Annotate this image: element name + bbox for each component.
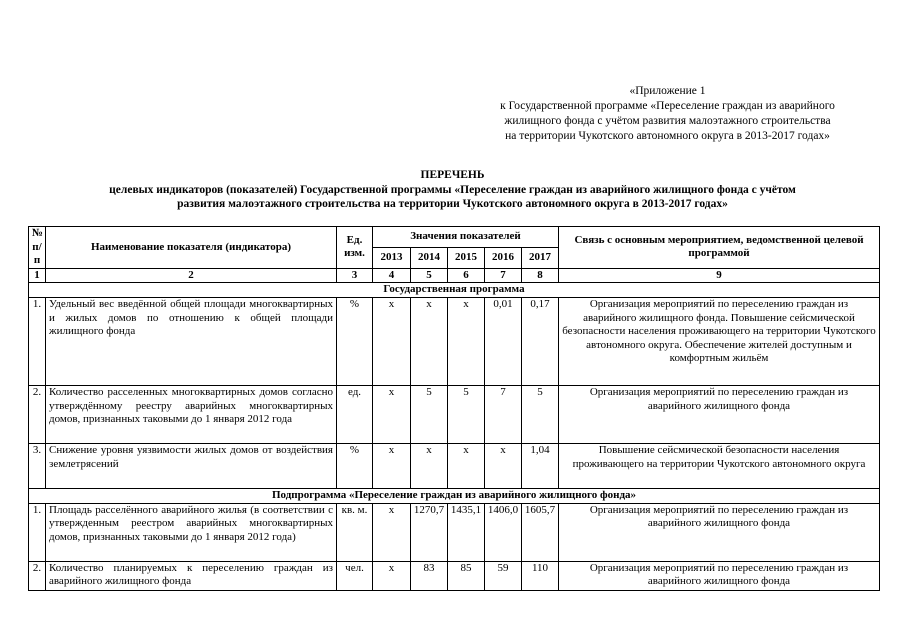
table-row — [29, 443, 880, 488]
column-number: 8 — [522, 268, 559, 283]
title-line: развития малоэтажного строительства на территории Чукотского автономного округа в 2013-2017 годах» — [177, 198, 728, 210]
column-number: 5 — [411, 268, 448, 283]
row-number: 2. — [29, 385, 46, 443]
link-cell: Повышение сейсмической безопасности населения проживающего на территории Чукотского автономного округа — [559, 443, 880, 488]
value-cell: 1435,1 — [448, 503, 485, 561]
value-cell: 1605,7 — [522, 503, 559, 561]
unit-cell: кв. м. — [337, 503, 373, 561]
column-number: 2 — [46, 268, 337, 283]
value-cell: х — [485, 443, 522, 488]
column-number: 3 — [337, 268, 373, 283]
value-cell: 5 — [411, 385, 448, 443]
value-cell: 5 — [448, 385, 485, 443]
value-cell: х — [373, 385, 411, 443]
value-cell: х — [373, 297, 411, 385]
annex-line: к Государственной программе «Переселение граждан из аварийного — [500, 100, 835, 112]
value-cell: х — [373, 561, 411, 590]
indicator-name: Количество планируемых к переселению граждан из аварийного жилищного фонда — [46, 561, 337, 590]
table-row — [29, 297, 880, 385]
annex-line: на территории Чукотского автономного округа в 2013-2017 годах» — [505, 130, 830, 142]
value-cell: 110 — [522, 561, 559, 590]
header-name: Наименование показателя (индикатора) — [46, 227, 337, 269]
column-number: 7 — [485, 268, 522, 283]
unit-cell: % — [337, 443, 373, 488]
value-cell: 59 — [485, 561, 522, 590]
annex-note — [470, 84, 865, 144]
link-cell: Организация мероприятий по переселению граждан из аварийного жилищного фонда — [559, 561, 880, 590]
link-cell: Организация мероприятий по переселению граждан из аварийного жилищного фонда — [559, 385, 880, 443]
indicator-name: Площадь расселённого аварийного жилья (в соответствии с утвержденным реестром аварийных многоквартирных домов, признанных таковыми до 1 января 2012 года) — [46, 503, 337, 561]
row-number: 1. — [29, 297, 46, 385]
section-title: Подпрограмма «Переселение граждан из аварийного жилищного фонда» — [29, 488, 880, 503]
row-number: 2. — [29, 561, 46, 590]
header-values: Значения показателей — [373, 227, 559, 248]
value-cell: 85 — [448, 561, 485, 590]
title-heading: ПЕРЕЧЕНЬ — [420, 169, 485, 181]
value-cell: х — [373, 443, 411, 488]
value-cell: х — [448, 297, 485, 385]
value-cell: х — [448, 443, 485, 488]
section-row — [29, 283, 880, 298]
link-cell: Организация мероприятий по переселению граждан из аварийного жилищного фонда — [559, 503, 880, 561]
unit-cell: % — [337, 297, 373, 385]
header-year: 2016 — [485, 247, 522, 268]
value-cell: 1270,7 — [411, 503, 448, 561]
column-number: 4 — [373, 268, 411, 283]
value-cell: х — [411, 297, 448, 385]
column-number: 1 — [29, 268, 46, 283]
title-line: целевых индикаторов (показателей) Государственной программы «Переселение граждан из аварийного жилищного фонда с учётом — [109, 183, 796, 196]
value-cell: 0,17 — [522, 297, 559, 385]
unit-cell: чел. — [337, 561, 373, 590]
header-year: 2017 — [522, 247, 559, 268]
header-year: 2015 — [448, 247, 485, 268]
table-row — [29, 561, 880, 590]
column-number: 6 — [448, 268, 485, 283]
row-number: 1. — [29, 503, 46, 561]
value-cell: 5 — [522, 385, 559, 443]
indicator-name: Удельный вес введённой общей площади многоквартирных и жилых домов по отношению к общей площади жилищного фонда — [46, 297, 337, 385]
indicators-table — [28, 226, 880, 591]
annex-line: жилищного фонда с учётом развития малоэтажного строительства — [504, 115, 831, 127]
header-year: 2014 — [411, 247, 448, 268]
section-row — [29, 488, 880, 503]
document-title — [30, 168, 875, 212]
value-cell: 7 — [485, 385, 522, 443]
row-number: 3. — [29, 443, 46, 488]
value-cell: 1,04 — [522, 443, 559, 488]
header-year: 2013 — [373, 247, 411, 268]
value-cell: х — [373, 503, 411, 561]
table-row — [29, 503, 880, 561]
unit-cell: ед. — [337, 385, 373, 443]
header-unit: Ед. изм. — [337, 227, 373, 269]
indicator-name: Количество расселенных многоквартирных домов согласно утверждённому реестру аварийных многоквартирных домов, признанных таковыми до 1 января 2012 года — [46, 385, 337, 443]
header-no: № п/п — [29, 227, 46, 269]
value-cell: 1406,0 — [485, 503, 522, 561]
value-cell: х — [411, 443, 448, 488]
header-link: Связь с основным мероприятием, ведомственной целевой программой — [559, 227, 880, 269]
section-title: Государственная программа — [29, 283, 880, 298]
column-numbers-row — [29, 268, 880, 283]
indicator-name: Снижение уровня уязвимости жилых домов от воздействия землетрясений — [46, 443, 337, 488]
column-number: 9 — [559, 268, 880, 283]
value-cell: 0,01 — [485, 297, 522, 385]
link-cell: Организация мероприятий по переселению граждан из аварийного жилищного фонда. Повышение сейсмической безопасности населения проживающего на территории Чукотского автономного округа. Обеспечение жителей доступным и комфортным жильём — [559, 297, 880, 385]
annex-line: «Приложение 1 — [629, 85, 706, 97]
table-row — [29, 385, 880, 443]
value-cell: 83 — [411, 561, 448, 590]
